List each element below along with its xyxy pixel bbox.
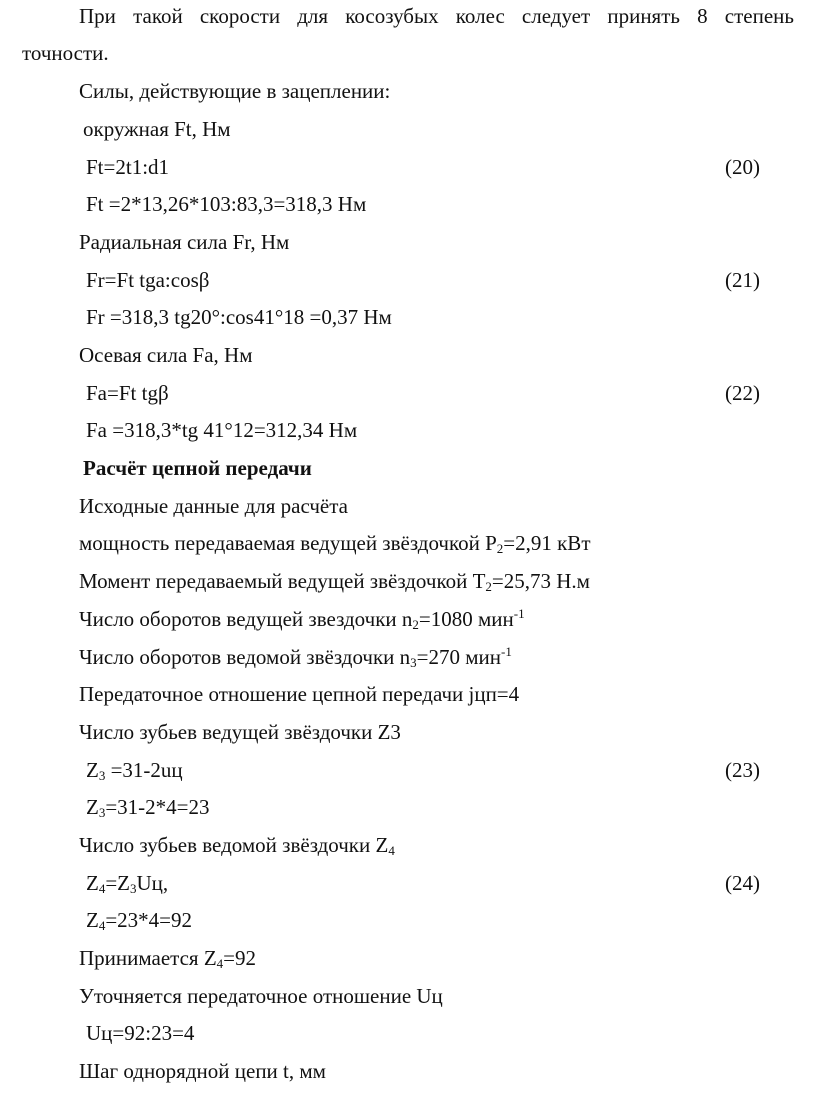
accepted-value: =92	[223, 946, 257, 970]
z4-formula	[86, 871, 168, 895]
rpm-drive-value: =1080 мин	[418, 607, 514, 631]
torque-line	[79, 569, 590, 593]
z3-calc-subscript: 3	[98, 805, 106, 820]
accepted-line	[79, 946, 256, 970]
text-accuracy-line2: точности.	[22, 41, 109, 65]
fr-formula: Fr=Ft tga:cosβ	[86, 268, 210, 292]
teeth-driven-label: Число зубьев ведомой звёздочки Z	[79, 833, 389, 857]
z3-calculation	[86, 795, 210, 819]
teeth-driven-subscript: 4	[388, 843, 395, 858]
fa-formula: Fa=Ft tgβ	[86, 381, 169, 405]
power-line	[79, 531, 591, 555]
z3-calc-expr: =31-2*4=23	[105, 795, 210, 819]
uc-calculation: Uц=92:23=4	[86, 1021, 195, 1045]
power-value: =2,91 кВт	[503, 531, 591, 555]
teeth-drive-label: Число зубьев ведущей звёздочки Z3	[79, 720, 401, 744]
z4-calculation	[86, 908, 192, 932]
equation-number-21: (21)	[725, 268, 760, 292]
ft-formula: Ft=2t1:d1	[86, 155, 170, 179]
z4-calc-expr: =23*4=92	[105, 908, 193, 932]
equation-number-20: (20)	[725, 155, 760, 179]
rpm-drive-text: Число оборотов ведущей звездочки n	[79, 607, 413, 631]
equation-number-22: (22)	[725, 381, 760, 405]
z4-formula-eq: =Z	[105, 871, 130, 895]
rpm-driven-superscript: -1	[501, 644, 512, 659]
rpm-drive-line	[79, 607, 525, 631]
power-subscript: 2	[496, 541, 504, 556]
torque-subscript: 2	[485, 579, 492, 594]
z4-calc-subscript: 4	[98, 918, 106, 933]
ft-calculation: Ft =2*13,26*103:83,3=318,3 Нм	[86, 192, 367, 216]
fa-calculation: Fa =318,3*tg 41°12=312,34 Нм	[86, 418, 358, 442]
fr-calculation: Fr =318,3 tg20°:cos41°18 =0,37 Нм	[86, 305, 392, 329]
text-accuracy-line1: При такой скорости для косозубых колес следует принять 8 степень	[79, 4, 794, 28]
torque-text: Момент передаваемый ведущей звёздочкой T	[79, 569, 486, 593]
teeth-driven-line	[79, 833, 395, 857]
rpm-drive-superscript: -1	[513, 606, 525, 621]
equation-number-23: (23)	[725, 758, 760, 782]
initial-data-label: Исходные данные для расчёта	[79, 494, 349, 518]
z4-calc-var: Z	[86, 908, 99, 932]
rpm-driven-value: =270 мин	[416, 645, 502, 669]
radial-force-label: Радиальная сила Fr, Нм	[79, 230, 290, 254]
forces-heading: Силы, действующие в зацеплении:	[79, 79, 391, 103]
z3-formula-expr: =31-2uц	[105, 758, 183, 782]
torque-value: =25,73 Н.м	[491, 569, 590, 593]
z3-formula	[86, 758, 183, 782]
z4-formula-expr: Uц,	[136, 871, 169, 895]
power-text: мощность передаваемая ведущей звёздочкой P	[79, 531, 497, 555]
rpm-driven-subscript: 3	[410, 655, 417, 670]
z4-formula-subscript-1: 4	[98, 881, 106, 896]
rpm-driven-text: Число оборотов ведомой звёздочки n	[79, 645, 411, 669]
rpm-driven-line	[79, 645, 512, 669]
accepted-subscript: 4	[216, 956, 224, 971]
axial-force-label: Осевая сила Fa, Нм	[79, 343, 253, 367]
equation-number-24: (24)	[725, 871, 760, 895]
z4-formula-subscript-2: 3	[130, 881, 137, 896]
z3-calc-var: Z	[86, 795, 99, 819]
z3-formula-subscript: 3	[98, 768, 106, 783]
accepted-text: Принимается Z	[79, 946, 217, 970]
z4-formula-var: Z	[86, 871, 99, 895]
gear-ratio-line: Передаточное отношение цепной передачи jцп=4	[79, 682, 520, 706]
refine-ratio-line: Уточняется передаточное отношение Uц	[79, 984, 443, 1008]
tangential-force-label: окружная Ft, Нм	[83, 117, 231, 141]
chain-drive-heading: Расчёт цепной передачи	[83, 456, 312, 480]
chain-pitch-label: Шаг однорядной цепи t, мм	[79, 1059, 326, 1083]
z3-formula-var: Z	[86, 758, 99, 782]
rpm-drive-subscript: 2	[412, 617, 419, 632]
